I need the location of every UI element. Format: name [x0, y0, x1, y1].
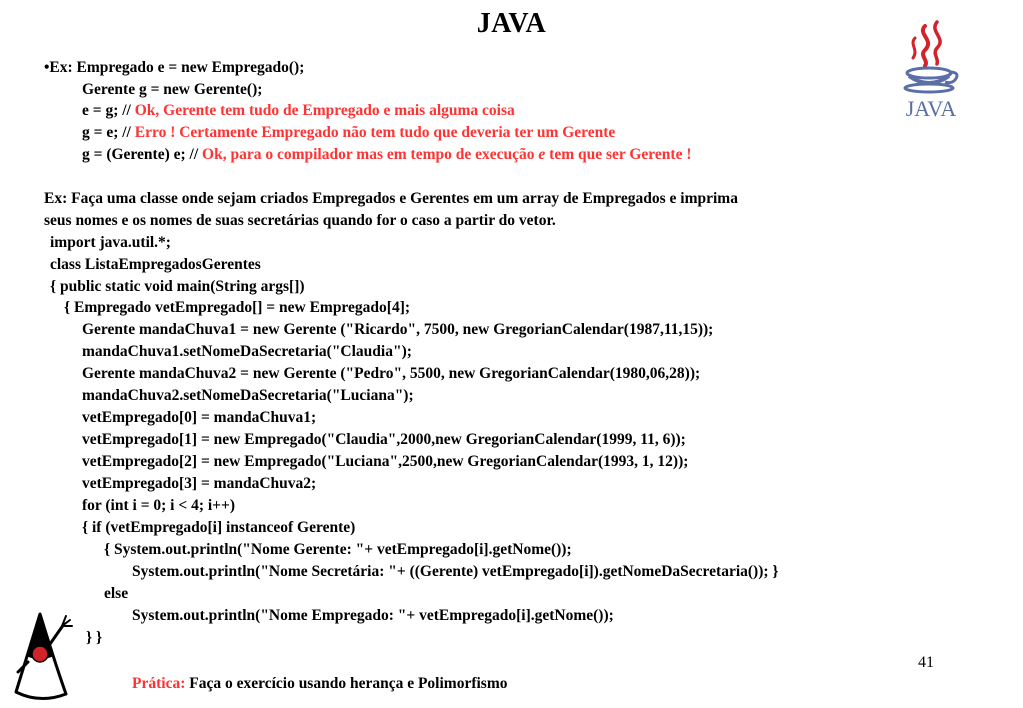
code-line: { Empregado vetEmpregado[] = new Empregado[4];	[64, 299, 411, 316]
duke-mascot-icon	[10, 610, 80, 705]
code-line: Gerente mandaChuva2 = new Gerente ("Pedro", 5500, new GregorianCalendar(1980,06,28));	[82, 365, 701, 382]
pratica-text: Faça o exercício usando herança e Polimorfismo	[189, 675, 508, 692]
code-line: { System.out.println("Nome Gerente: "+ vetEmpregado[i].getNome());	[104, 541, 572, 558]
java-logo-icon	[895, 18, 967, 123]
code-line: vetEmpregado[3] = mandaChuva2;	[82, 475, 317, 492]
comment-text: Ok, para o compilador mas em tempo de execução	[202, 146, 539, 163]
code-line: System.out.println("Nome Empregado: "+ vetEmpregado[i].getNome());	[132, 607, 614, 624]
comment-text: Ok, Gerente tem tudo de Empregado e mais alguma coisa	[134, 102, 515, 119]
pratica-line	[132, 674, 508, 694]
pratica-label: Prática:	[132, 675, 190, 692]
code-line	[82, 145, 691, 165]
code-line: Gerente g = new Gerente();	[82, 81, 263, 98]
code-line: System.out.println("Nome Secretária: "+ ((Gerente) vetEmpregado[i]).getNomeDaSecretaria()); }	[132, 563, 779, 580]
code-line: mandaChuva1.setNomeDaSecretaria("Claudia");	[82, 343, 412, 360]
exercise-text: seus nomes e os nomes de suas secretárias quando for o caso a partir do vetor.	[44, 212, 556, 229]
code-line: } }	[86, 629, 103, 646]
code-line: Gerente mandaChuva1 = new Gerente ("Ricardo", 7500, new GregorianCalendar(1987,11,15));	[82, 321, 714, 338]
code-line: { public static void main(String args[])	[50, 278, 305, 295]
code-line: { if (vetEmpregado[i] instanceof Gerente)	[82, 519, 356, 536]
code-line: import java.util.*;	[50, 234, 171, 251]
code-line: vetEmpregado[2] = new Empregado("Luciana",2500,new GregorianCalendar(1993, 1, 12));	[82, 453, 689, 470]
code-line: for (int i = 0; i < 4; i++)	[82, 497, 235, 514]
java-logo-text: JAVA	[905, 96, 957, 121]
code-line: vetEmpregado[1] = new Empregado("Claudia",2000,new GregorianCalendar(1999, 11, 6));	[82, 431, 686, 448]
code-line: •Ex: Empregado e = new Empregado();	[44, 59, 305, 76]
code-text: g = e; //	[82, 124, 135, 141]
code-line: vetEmpregado[0] = mandaChuva1;	[82, 409, 317, 426]
comment-text: tem que ser Gerente !	[545, 146, 692, 163]
page-title: JAVA	[476, 8, 547, 39]
code-text: g = (Gerente) e; //	[82, 146, 203, 163]
comment-text: Erro ! Certamente Empregado não tem tudo que deveria ter um Gerente	[134, 124, 616, 141]
code-text: e = g; //	[82, 102, 135, 119]
code-line	[82, 123, 615, 143]
code-line: else	[104, 585, 129, 602]
page-number: 41	[918, 654, 934, 671]
code-line: class ListaEmpregadosGerentes	[50, 256, 261, 273]
code-line: mandaChuva2.setNomeDaSecretaria("Luciana");	[82, 387, 414, 404]
code-line	[82, 101, 515, 121]
exercise-text: Ex: Faça uma classe onde sejam criados Empregados e Gerentes em um array de Empregados e imprima	[44, 190, 738, 207]
comment-text-italic: e	[538, 146, 546, 163]
